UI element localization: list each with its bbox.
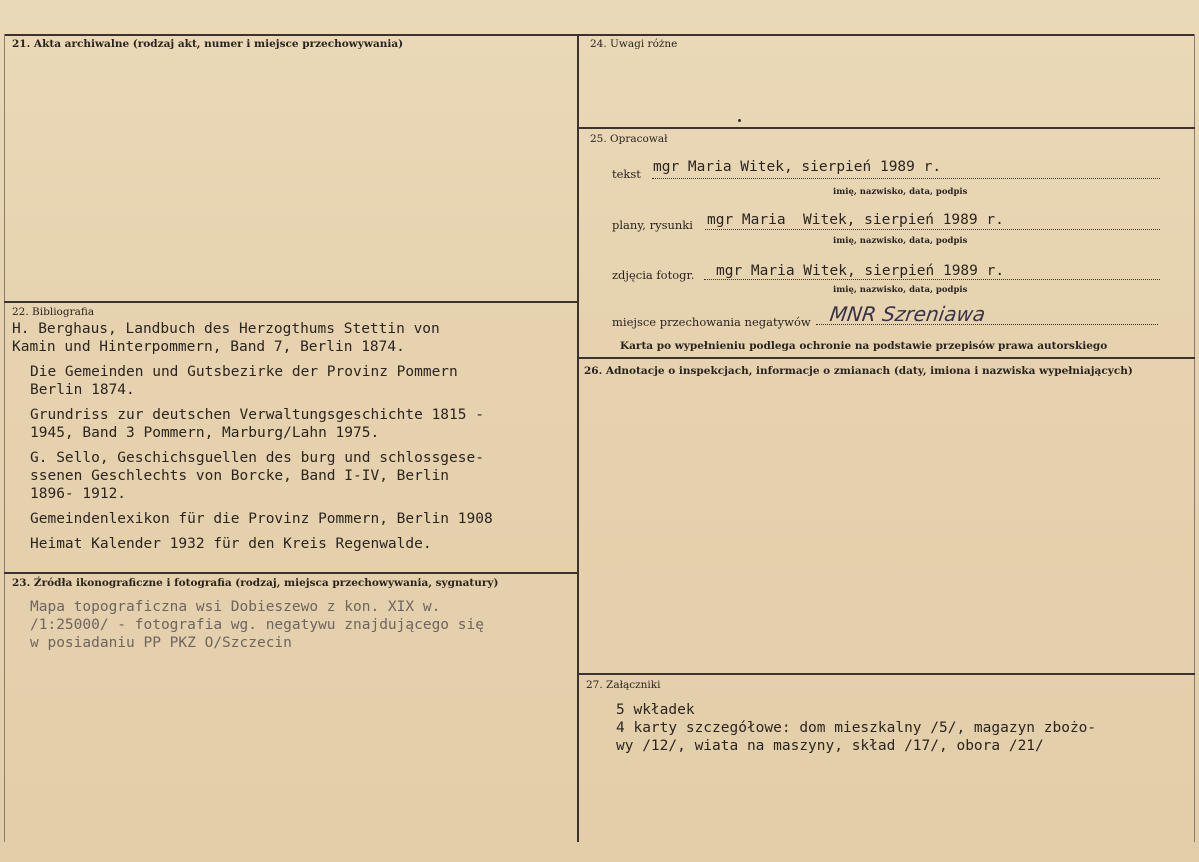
plany-value: mgr Maria Witek, sierpień 1989 r.	[707, 212, 1004, 228]
miejsce-label: miejsce przechowania negatywów	[612, 315, 811, 329]
plany-caption: imię, nazwisko, data, podpis	[833, 236, 968, 246]
tekst-label: tekst	[612, 167, 641, 181]
iconography-line: w posiadaniu PP PKZ O/Szczecin	[30, 635, 292, 651]
ink-dot	[738, 119, 741, 122]
bibliography-line: H. Berghaus, Landbuch des Herzogthums Stettin von	[12, 321, 440, 337]
section-23-header: 23. Źródła ikonograficzne i fotografia (rodzaj, miejsca przechowywania, sygnatury)	[12, 577, 499, 589]
left-border	[4, 34, 5, 842]
bibliography-line: ssenen Geschlechts von Borcke, Band I-IV, Berlin	[30, 468, 450, 484]
bibliography-line: Die Gemeinden und Gutsbezirke der Provinz Pommern	[30, 364, 458, 380]
zdjecia-label: zdjęcia fotogr.	[612, 268, 695, 282]
bibliography-line: 1896- 1912.	[30, 486, 127, 502]
iconography-line: /1:25000/ - fotografia wg. negatywu znajdującego się	[30, 617, 484, 633]
section-21-header: 21. Akta archiwalne (rodzaj akt, numer i miejsce przechowywania)	[12, 38, 404, 50]
attachment-line: 4 karty szczegółowe: dom mieszkalny /5/, magazyn zbożo-	[616, 720, 1097, 736]
copyright-note: Karta po wypełnieniu podlega ochronie na podstawie przepisów prawa autorskiego	[620, 340, 1108, 352]
bibliography-line: Berlin 1874.	[30, 382, 135, 398]
bibliography-line: Gemeindenlexikon für die Provinz Pommern, Berlin 1908	[30, 511, 493, 527]
attachment-line: 5 wkładek	[616, 702, 695, 718]
zdjecia-dotted-line	[704, 279, 1160, 280]
bibliography-line: 1945, Band 3 Pommern, Marburg/Lahn 1975.	[30, 425, 380, 441]
plany-label: plany, rysunki	[612, 218, 693, 232]
iconography-line: Mapa topograficzna wsi Dobieszewo z kon. XIX w.	[30, 599, 441, 615]
bibliography-line: Kamin und Hinterpommern, Band 7, Berlin 1874.	[12, 339, 405, 355]
top-rule	[4, 34, 1195, 36]
tekst-value: mgr Maria Witek, sierpień 1989 r.	[653, 159, 942, 175]
attachment-line: wy /12/, wiata na maszyny, skład /17/, obora /21/	[616, 738, 1044, 754]
section-26-header: 26. Adnotacje o inspekcjach, informacje o zmianach (daty, imiona i nazwiska wypełniających)	[584, 365, 1133, 377]
bibliography-line: Heimat Kalender 1932 für den Kreis Regenwalde.	[30, 536, 432, 552]
right-rule-25-26	[577, 357, 1195, 359]
handwritten-storage-place: MNR Szreniawa	[828, 302, 987, 326]
section-22-header: 22. Bibliografia	[12, 306, 95, 318]
plany-dotted-line	[705, 229, 1160, 230]
section-27-header: 27. Załączniki	[586, 679, 661, 691]
right-rule-24-25	[577, 127, 1195, 129]
tekst-dotted-line	[652, 178, 1160, 179]
right-rule-26-27	[577, 673, 1195, 675]
zdjecia-value: mgr Maria Witek, sierpień 1989 r.	[716, 263, 1005, 279]
section-25-header: 25. Opracował	[590, 133, 668, 145]
bibliography-line: G. Sello, Geschichsguellen des burg und schlossgese-	[30, 450, 484, 466]
center-divider	[577, 34, 579, 842]
right-border	[1194, 34, 1195, 842]
zdjecia-caption: imię, nazwisko, data, podpis	[833, 285, 968, 295]
section-24-header: 24. Uwagi różne	[590, 38, 678, 50]
tekst-caption: imię, nazwisko, data, podpis	[833, 187, 968, 197]
left-rule-21-22	[4, 301, 579, 303]
bibliography-line: Grundriss zur deutschen Verwaltungsgeschichte 1815 -	[30, 407, 484, 423]
left-rule-22-23	[4, 572, 579, 574]
